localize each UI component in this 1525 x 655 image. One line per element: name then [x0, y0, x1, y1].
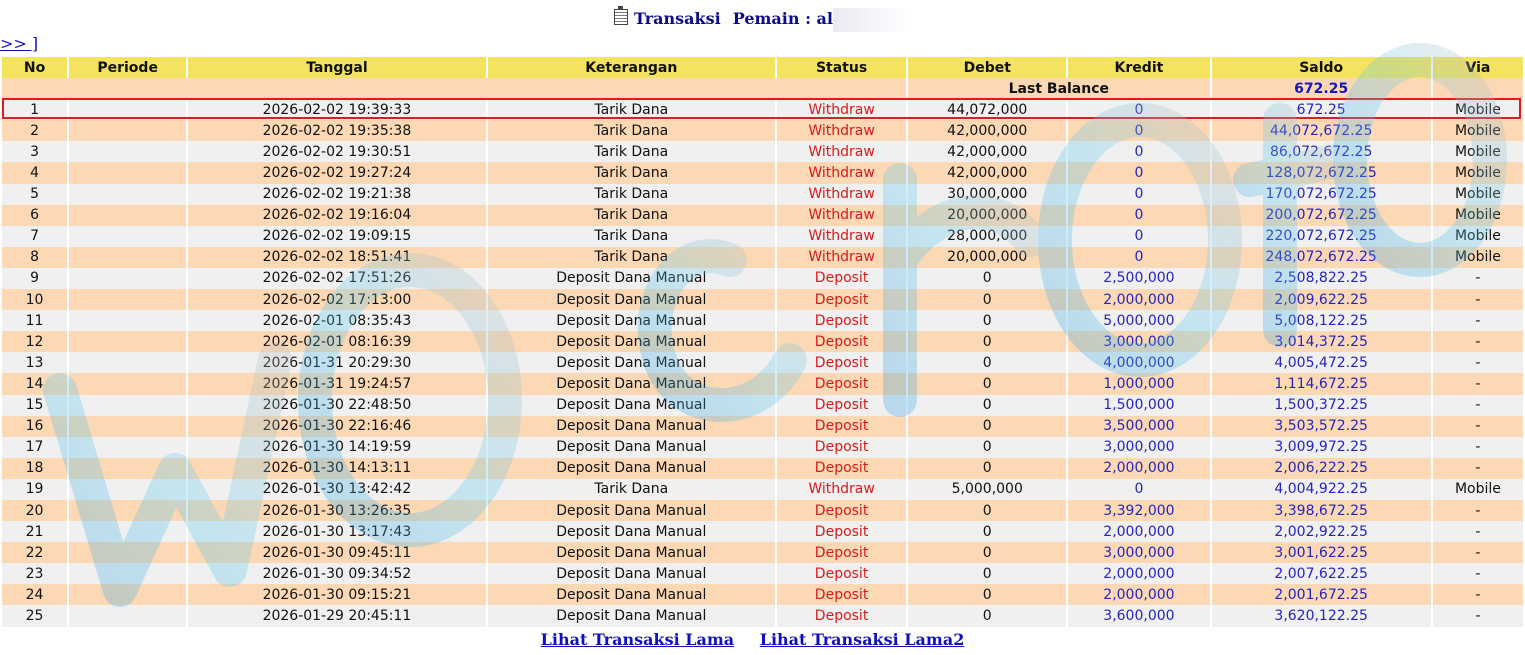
cell-keterangan: Deposit Dana Manual	[488, 500, 775, 521]
cell-via: Mobile	[1433, 205, 1523, 226]
cell-tanggal: 2026-02-01 08:16:39	[188, 331, 485, 352]
cell-status: Deposit	[777, 437, 906, 458]
col-header-tanggal: Tanggal	[188, 57, 485, 78]
cell-kredit: 2,000,000	[1068, 289, 1209, 310]
last-balance-via	[1433, 78, 1523, 99]
cell-debet: 0	[908, 416, 1066, 437]
cell-status: Deposit	[777, 395, 906, 416]
table-row	[2, 184, 1523, 205]
cell-tanggal: 2026-02-02 17:13:00	[188, 289, 485, 310]
col-header-kredit: Kredit	[1068, 57, 1209, 78]
cell-kredit: 2,500,000	[1068, 268, 1209, 289]
table-row	[2, 99, 1523, 120]
cell-saldo: 3,009,972.25	[1212, 437, 1431, 458]
cell-debet: 20,000,000	[908, 205, 1066, 226]
cell-periode	[69, 310, 186, 331]
cell-debet: 42,000,000	[908, 141, 1066, 162]
col-header-periode: Periode	[69, 57, 186, 78]
cell-status: Deposit	[777, 331, 906, 352]
cell-status: Deposit	[777, 268, 906, 289]
cell-tanggal: 2026-01-30 22:48:50	[188, 395, 485, 416]
table-row	[2, 205, 1523, 226]
cell-tanggal: 2026-02-02 19:21:38	[188, 184, 485, 205]
cell-status: Withdraw	[777, 162, 906, 183]
table-row	[2, 268, 1523, 289]
cell-periode	[69, 120, 186, 141]
cell-debet: 0	[908, 373, 1066, 394]
cell-kredit: 0	[1068, 184, 1209, 205]
cell-no: 3	[2, 141, 67, 162]
cell-periode	[69, 416, 186, 437]
cell-kredit: 0	[1068, 205, 1209, 226]
cell-saldo: 2,006,222.25	[1212, 458, 1431, 479]
title-text: Transaksi	[634, 9, 721, 28]
cell-saldo: 672.25	[1212, 99, 1431, 120]
cell-periode	[69, 521, 186, 542]
cell-status: Deposit	[777, 310, 906, 331]
cell-debet: 0	[908, 542, 1066, 563]
cell-no: 4	[2, 162, 67, 183]
cell-tanggal: 2026-01-30 22:16:46	[188, 416, 485, 437]
cell-kredit: 0	[1068, 162, 1209, 183]
cell-kredit: 3,000,000	[1068, 331, 1209, 352]
cell-saldo: 4,005,472.25	[1212, 352, 1431, 373]
col-header-keterangan: Keterangan	[488, 57, 775, 78]
cell-keterangan: Tarik Dana	[488, 205, 775, 226]
cell-periode	[69, 563, 186, 584]
cell-debet: 42,000,000	[908, 162, 1066, 183]
cell-keterangan: Tarik Dana	[488, 141, 775, 162]
cell-keterangan: Deposit Dana Manual	[488, 310, 775, 331]
cell-saldo: 4,004,922.25	[1212, 479, 1431, 500]
cell-tanggal: 2026-02-02 19:30:51	[188, 141, 485, 162]
table-row	[2, 247, 1523, 268]
cell-via: Mobile	[1433, 99, 1523, 120]
cell-periode	[69, 247, 186, 268]
cell-status: Deposit	[777, 416, 906, 437]
cell-periode	[69, 458, 186, 479]
cell-via: Mobile	[1433, 247, 1523, 268]
cell-debet: 0	[908, 521, 1066, 542]
cell-tanggal: 2026-02-02 19:09:15	[188, 226, 485, 247]
page-title	[0, 7, 1525, 31]
cell-tanggal: 2026-02-02 18:51:41	[188, 247, 485, 268]
cell-status: Deposit	[777, 521, 906, 542]
table-row	[2, 141, 1523, 162]
cell-debet: 0	[908, 289, 1066, 310]
cell-kredit: 2,000,000	[1068, 458, 1209, 479]
table-row	[2, 521, 1523, 542]
cell-via: -	[1433, 584, 1523, 605]
cell-via: -	[1433, 605, 1523, 626]
cell-periode	[69, 373, 186, 394]
cell-debet: 0	[908, 563, 1066, 584]
cell-saldo: 2,002,922.25	[1212, 521, 1431, 542]
cell-saldo: 3,001,622.25	[1212, 542, 1431, 563]
cell-keterangan: Deposit Dana Manual	[488, 289, 775, 310]
cell-no: 7	[2, 226, 67, 247]
cell-via: -	[1433, 521, 1523, 542]
table-row	[2, 437, 1523, 458]
cell-saldo: 2,001,672.25	[1212, 584, 1431, 605]
cell-saldo: 170,072,672.25	[1212, 184, 1431, 205]
cell-saldo: 3,398,672.25	[1212, 500, 1431, 521]
footer-links	[0, 630, 1505, 649]
cell-no: 25	[2, 605, 67, 626]
col-header-no: No	[2, 57, 67, 78]
cell-debet: 0	[908, 352, 1066, 373]
cell-tanggal: 2026-02-02 19:27:24	[188, 162, 485, 183]
cell-keterangan: Deposit Dana Manual	[488, 416, 775, 437]
cell-tanggal: 2026-02-02 19:16:04	[188, 205, 485, 226]
cell-no: 14	[2, 373, 67, 394]
cell-no: 24	[2, 584, 67, 605]
cell-status: Withdraw	[777, 226, 906, 247]
cell-debet: 0	[908, 437, 1066, 458]
cell-kredit: 3,000,000	[1068, 437, 1209, 458]
cell-tanggal: 2026-01-30 13:17:43	[188, 521, 485, 542]
cell-keterangan: Deposit Dana Manual	[488, 395, 775, 416]
cell-kredit: 0	[1068, 226, 1209, 247]
player-label: Pemain : al	[732, 9, 833, 28]
cell-via: -	[1433, 500, 1523, 521]
table-header-row	[2, 57, 1523, 78]
cell-periode	[69, 395, 186, 416]
cell-via: -	[1433, 563, 1523, 584]
cell-no: 6	[2, 205, 67, 226]
cell-keterangan: Deposit Dana Manual	[488, 584, 775, 605]
cell-debet: 0	[908, 310, 1066, 331]
cell-saldo: 220,072,672.25	[1212, 226, 1431, 247]
cell-keterangan: Tarik Dana	[488, 247, 775, 268]
cell-debet: 0	[908, 605, 1066, 626]
cell-status: Withdraw	[777, 99, 906, 120]
cell-tanggal: 2026-01-31 20:29:30	[188, 352, 485, 373]
cell-status: Deposit	[777, 289, 906, 310]
cell-periode	[69, 141, 186, 162]
cell-debet: 0	[908, 584, 1066, 605]
clipboard-icon	[614, 9, 628, 25]
cell-via: -	[1433, 416, 1523, 437]
cell-periode	[69, 268, 186, 289]
cell-kredit: 3,500,000	[1068, 416, 1209, 437]
cell-periode	[69, 605, 186, 626]
cell-via: -	[1433, 437, 1523, 458]
cell-tanggal: 2026-01-30 13:42:42	[188, 479, 485, 500]
cell-saldo: 200,072,672.25	[1212, 205, 1431, 226]
cell-no: 13	[2, 352, 67, 373]
cell-keterangan: Deposit Dana Manual	[488, 331, 775, 352]
cell-via: Mobile	[1433, 479, 1523, 500]
cell-debet: 0	[908, 395, 1066, 416]
cell-keterangan: Deposit Dana Manual	[488, 521, 775, 542]
cell-periode	[69, 289, 186, 310]
old-transactions-link[interactable]: Lihat Transaksi Lama	[540, 630, 735, 649]
cell-via: -	[1433, 542, 1523, 563]
cell-keterangan: Tarik Dana	[488, 162, 775, 183]
cell-no: 10	[2, 289, 67, 310]
cell-tanggal: 2026-01-30 13:26:35	[188, 500, 485, 521]
cell-saldo: 2,508,822.25	[1212, 268, 1431, 289]
cell-tanggal: 2026-01-30 09:34:52	[188, 563, 485, 584]
cell-kredit: 2,000,000	[1068, 521, 1209, 542]
cell-periode	[69, 184, 186, 205]
cell-tanggal: 2026-01-30 09:45:11	[188, 542, 485, 563]
cell-debet: 0	[908, 331, 1066, 352]
cell-tanggal: 2026-01-30 14:13:11	[188, 458, 485, 479]
col-header-debet: Debet	[908, 57, 1066, 78]
cell-debet: 42,000,000	[908, 120, 1066, 141]
cell-no: 15	[2, 395, 67, 416]
cell-no: 23	[2, 563, 67, 584]
table-row	[2, 605, 1523, 626]
table-row	[2, 416, 1523, 437]
cell-kredit: 3,000,000	[1068, 542, 1209, 563]
old-transactions-link-2[interactable]: Lihat Transaksi Lama2	[759, 630, 965, 649]
cell-keterangan: Tarik Dana	[488, 479, 775, 500]
cell-status: Deposit	[777, 500, 906, 521]
cell-saldo: 5,008,122.25	[1212, 310, 1431, 331]
cell-keterangan: Tarik Dana	[488, 226, 775, 247]
cell-tanggal: 2026-02-02 19:39:33	[188, 99, 485, 120]
table-row	[2, 226, 1523, 247]
redacted-player-name	[833, 8, 911, 32]
cell-status: Withdraw	[777, 141, 906, 162]
cell-tanggal: 2026-02-02 19:35:38	[188, 120, 485, 141]
cell-saldo: 3,014,372.25	[1212, 331, 1431, 352]
table-row	[2, 331, 1523, 352]
cell-tanggal: 2026-01-30 14:19:59	[188, 437, 485, 458]
cell-tanggal: 2026-01-30 09:15:21	[188, 584, 485, 605]
cell-keterangan: Tarik Dana	[488, 120, 775, 141]
cell-saldo: 128,072,672.25	[1212, 162, 1431, 183]
cell-no: 1	[2, 99, 67, 120]
cell-periode	[69, 584, 186, 605]
cell-via: -	[1433, 268, 1523, 289]
cell-status: Deposit	[777, 542, 906, 563]
cell-periode	[69, 352, 186, 373]
cell-kredit: 3,600,000	[1068, 605, 1209, 626]
cell-saldo: 3,620,122.25	[1212, 605, 1431, 626]
cell-via: -	[1433, 458, 1523, 479]
cell-no: 12	[2, 331, 67, 352]
col-header-status: Status	[777, 57, 906, 78]
cell-no: 8	[2, 247, 67, 268]
cell-keterangan: Deposit Dana Manual	[488, 373, 775, 394]
cell-via: -	[1433, 331, 1523, 352]
cell-keterangan: Tarik Dana	[488, 184, 775, 205]
cell-no: 2	[2, 120, 67, 141]
cell-keterangan: Tarik Dana	[488, 99, 775, 120]
cell-saldo: 86,072,672.25	[1212, 141, 1431, 162]
cell-periode	[69, 437, 186, 458]
cell-tanggal: 2026-01-31 19:24:57	[188, 373, 485, 394]
last-balance-row	[2, 78, 1523, 99]
cell-saldo: 44,072,672.25	[1212, 120, 1431, 141]
cell-keterangan: Deposit Dana Manual	[488, 563, 775, 584]
cell-via: -	[1433, 395, 1523, 416]
cell-status: Withdraw	[777, 184, 906, 205]
col-header-via: Via	[1433, 57, 1523, 78]
cell-no: 17	[2, 437, 67, 458]
last-balance-value: 672.25	[1212, 78, 1431, 99]
cell-kredit: 0	[1068, 120, 1209, 141]
next-page-link[interactable]: >> ]	[0, 34, 39, 53]
cell-no: 11	[2, 310, 67, 331]
cell-saldo: 2,007,622.25	[1212, 563, 1431, 584]
cell-kredit: 1,500,000	[1068, 395, 1209, 416]
transactions-table	[0, 57, 1525, 627]
cell-status: Withdraw	[777, 247, 906, 268]
cell-status: Withdraw	[777, 479, 906, 500]
cell-saldo: 248,072,672.25	[1212, 247, 1431, 268]
cell-status: Withdraw	[777, 120, 906, 141]
cell-no: 9	[2, 268, 67, 289]
cell-tanggal: 2026-02-01 08:35:43	[188, 310, 485, 331]
cell-via: -	[1433, 352, 1523, 373]
cell-kredit: 0	[1068, 141, 1209, 162]
cell-periode	[69, 226, 186, 247]
cell-status: Deposit	[777, 373, 906, 394]
cell-kredit: 0	[1068, 99, 1209, 120]
table-row	[2, 500, 1523, 521]
cell-debet: 0	[908, 458, 1066, 479]
table-row	[2, 162, 1523, 183]
cell-periode	[69, 479, 186, 500]
last-balance-spacer	[2, 78, 906, 99]
cell-tanggal: 2026-01-29 20:45:11	[188, 605, 485, 626]
cell-no: 5	[2, 184, 67, 205]
cell-debet: 30,000,000	[908, 184, 1066, 205]
cell-keterangan: Deposit Dana Manual	[488, 605, 775, 626]
cell-kredit: 2,000,000	[1068, 584, 1209, 605]
cell-saldo: 3,503,572.25	[1212, 416, 1431, 437]
cell-kredit: 0	[1068, 247, 1209, 268]
cell-no: 22	[2, 542, 67, 563]
cell-kredit: 3,392,000	[1068, 500, 1209, 521]
table-row	[2, 310, 1523, 331]
cell-status: Deposit	[777, 605, 906, 626]
cell-no: 16	[2, 416, 67, 437]
cell-via: Mobile	[1433, 162, 1523, 183]
last-balance-label: Last Balance	[908, 78, 1209, 99]
cell-keterangan: Deposit Dana Manual	[488, 437, 775, 458]
cell-debet: 20,000,000	[908, 247, 1066, 268]
table-row	[2, 563, 1523, 584]
table-row	[2, 395, 1523, 416]
cell-periode	[69, 162, 186, 183]
cell-periode	[69, 331, 186, 352]
cell-periode	[69, 205, 186, 226]
cell-status: Deposit	[777, 352, 906, 373]
cell-kredit: 5,000,000	[1068, 310, 1209, 331]
cell-status: Deposit	[777, 584, 906, 605]
table-row	[2, 458, 1523, 479]
table-row	[2, 542, 1523, 563]
cell-via: Mobile	[1433, 226, 1523, 247]
cell-keterangan: Deposit Dana Manual	[488, 458, 775, 479]
cell-debet: 5,000,000	[908, 479, 1066, 500]
cell-status: Withdraw	[777, 205, 906, 226]
cell-via: Mobile	[1433, 184, 1523, 205]
cell-kredit: 1,000,000	[1068, 373, 1209, 394]
cell-no: 19	[2, 479, 67, 500]
cell-no: 18	[2, 458, 67, 479]
table-row	[2, 373, 1523, 394]
cell-saldo: 1,114,672.25	[1212, 373, 1431, 394]
cell-periode	[69, 542, 186, 563]
cell-kredit: 0	[1068, 479, 1209, 500]
cell-saldo: 1,500,372.25	[1212, 395, 1431, 416]
cell-debet: 44,072,000	[908, 99, 1066, 120]
cell-debet: 28,000,000	[908, 226, 1066, 247]
cell-via: Mobile	[1433, 141, 1523, 162]
cell-via: Mobile	[1433, 120, 1523, 141]
cell-status: Deposit	[777, 458, 906, 479]
cell-via: -	[1433, 289, 1523, 310]
cell-periode	[69, 500, 186, 521]
table-row	[2, 584, 1523, 605]
cell-debet: 0	[908, 500, 1066, 521]
cell-no: 21	[2, 521, 67, 542]
cell-no: 20	[2, 500, 67, 521]
cell-debet: 0	[908, 268, 1066, 289]
cell-via: -	[1433, 310, 1523, 331]
table-row	[2, 479, 1523, 500]
cell-keterangan: Deposit Dana Manual	[488, 268, 775, 289]
table-row	[2, 289, 1523, 310]
cell-kredit: 4,000,000	[1068, 352, 1209, 373]
col-header-saldo: Saldo	[1212, 57, 1431, 78]
cell-keterangan: Deposit Dana Manual	[488, 352, 775, 373]
cell-periode	[69, 99, 186, 120]
table-row	[2, 120, 1523, 141]
cell-tanggal: 2026-02-02 17:51:26	[188, 268, 485, 289]
table-row	[2, 352, 1523, 373]
cell-status: Deposit	[777, 563, 906, 584]
cell-kredit: 2,000,000	[1068, 563, 1209, 584]
cell-saldo: 2,009,622.25	[1212, 289, 1431, 310]
cell-via: -	[1433, 373, 1523, 394]
cell-keterangan: Deposit Dana Manual	[488, 542, 775, 563]
